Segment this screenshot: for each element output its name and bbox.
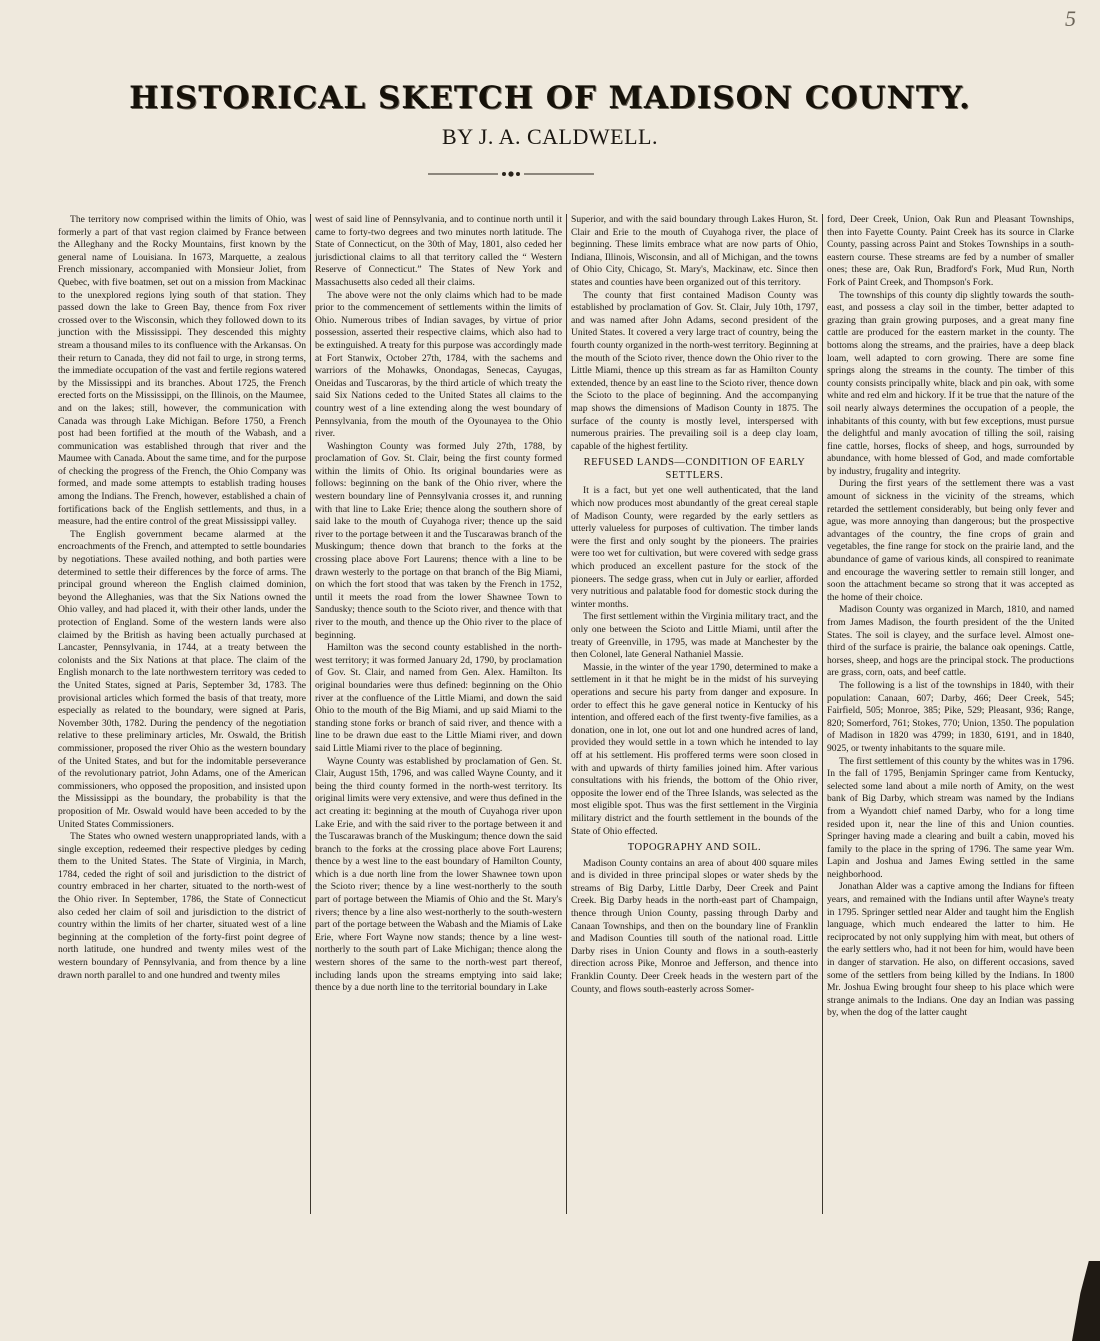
byline: BY J. A. CALDWELL. xyxy=(442,124,658,149)
page-title: HISTORICAL SKETCH OF MADISON COUNTY. xyxy=(129,80,971,116)
paragraph: Hamilton was the second county established in the north-west territory; it was formed January 2d, 1790, by proclamation of Gov. St. Clair, and named from Gen. Alex. Hamilton. Its original boundaries were thus defined: beginning on the Ohio river at the confluence of the Little Miami, and down the said Ohio to the mouth of the Big Miami, and up said Miami to the standing stone forks or branch of said river, and thence with a line to be drawn due east to the Little Miami river, and down said Little Miami river to the place of beginning. xyxy=(315,642,562,754)
page-number: 5 xyxy=(1065,6,1076,31)
section-heading-topography: TOPOGRAPHY AND SOIL. xyxy=(627,842,762,854)
paragraph: Massie, in the winter of the year 1790, determined to make a settlement in it that he might be in the midst of his surveying operations and secure his party from danger and exposure. In order to effect this he gave general notice in Kentucky of his intention, and offered each of the first twenty-five families, as a donation, one in lot, one out lot and one hundred acres of land, provided they would settle in a town which he intended to lay off at his settlement. His proffered terms were soon closed in with and upwards of thirty families joined him. After various consultations with his friends, the bottom of the Ohio river, opposite the lower end of the Three Islands, was selected as the most eligible spot. Thus was the first settlement in the Virginia military district and the fourth settlement in the bounds of the State of Ohio effected. xyxy=(571,661,818,837)
paragraph: The States who owned western unappropriated lands, with a single exception, redeemed their respective pledges by ceding them to the United States. The State of Virginia, in March, 1784, ceded the right of soil and jurisdiction to the district of country embraced in her charter, situated to the north-west of the Ohio river. In September, 1786, the State of Connecticut also ceded her claim of soil and jurisdiction to the district of country within the limits of her charter, situated west of a line beginning at the completion of the forty-first point degree of north latitude, one hundred and twenty miles west of the western boundary of Pennsylvania, and from thence by a line drawn north parallel to and one hundred and twenty miles xyxy=(58,831,306,981)
paragraph: The county that first contained Madison County was established by proclamation of Gov. St. Clair, July 10th, 1797, and was named after John Adams, second president of the United States. It covered a very large tract of country, being the fourth county organized in the north-west territory. Beginning at the mouth of the Scioto river, thence down the Ohio river to the Little Miami, thence up this stream as far as Hamilton County extended, thence by an east line to the Scioto river, thence down the Scioto to the place of beginning. And the accompanying map shows the dimensions of Madison County in 1875. The surface of the county is mostly level, interspersed with numerous prairies. The prevailing soil is a deep clay loam, capable of the highest fertility. xyxy=(571,289,818,452)
paragraph: The townships of this county dip slightly towards the south-east, and possess a clay soil in the timber, better adapted to grazing than grain growing purposes, and a great many fine cattle are produced for the eastern market in the county. The bottoms along the streams, and the prairies, have a deep black loam, well adapted to corn growing. There are some fine springs along the streams in the county. The timber of this county consists principally white, black and pin oak, with some white and red elm and hickory. If it be true that the nature of the soil nearly always determines the occupation of a people, the inhabitants of this county, with but few exceptions, must pursue the delightful and manly avocation of tilling the soil, raising fine cattle, horses, flocks of sheep, and hogs, surrounded by abundance, with home blessed of God, and made comfortable by industry, frugality and integrity. xyxy=(827,289,1074,477)
title-ornament xyxy=(428,164,594,184)
text-column-3 xyxy=(566,214,822,1214)
paragraph: Washington County was formed July 27th, 1788, by proclamation of Gov. St. Clair, being the first county formed within the limits of Ohio. Its original boundaries were as follows: beginning on the bank of the Ohio river, where the western boundary line of Pennsylvania crosses it, and running with that line to Lake Erie; thence along the southern shore of said lake to the mouth of Cuyahoga river; thence up the said river to the portage between it and the Tuscarawas branch of the Muskingum; thence down that branch to the forks at the crossing place above Fort Laurens; thence with a line to be drawn westerly to the portage on that branch of the Big Miami, on which the fort stood that was taken by the French in 1752, until it meets the road from the lower Shawnee Town to Sandusky; thence south to the Scioto river, and thence with that river to the mouth, and thence up the Ohio river to the place of beginning. xyxy=(315,440,562,641)
text-column-1 xyxy=(54,214,310,1214)
text-column-2 xyxy=(310,214,566,1214)
text-column-4 xyxy=(822,214,1078,1214)
article-body xyxy=(54,214,1080,1214)
paragraph: ford, Deer Creek, Union, Oak Run and Pleasant Townships, then into Fayette County. Paint Creek has its source in Clarke County, passing across Paint and Stokes Townships in a south-eastern course. These streams are fed by a number of smaller ones; these are, Oak Run, Bradford's Fork, Mud Run, North Fork of Paint Creek, and Thompson's Fork. xyxy=(827,214,1074,288)
paragraph: Jonathan Alder was a captive among the Indians for fifteen years, and remained with the Indians until after Wayne's treaty in 1795. Springer settled near Alder and taught him the English language, which much endeared the latter to him. He reciprocated by not only supplying him with meat, but others of the early settlers who, had it not been for him, would have been in danger of starvation. He also, on different occasions, saved some of the settlers from being killed by the Indians. In 1800 Mr. Joshua Ewing brought four sheep to his place which were strange animals to the Indians. One day an Indian was passing by, when the dog of the latter caught xyxy=(827,881,1074,1019)
paragraph: The first settlement of this county by the whites was in 1796. In the fall of 1795, Benjamin Springer came from Kentucky, selected some land about a mile north of Amity, on the west bank of Big Darby, which stream was named by the Indians from a Wyandott chief named Darby, who for a long time resided upon it, near the line of this and Union counties. Springer having made a clearing and built a cabin, moved his family to the place in the spring of 1796. The same year Wm. Lapin and Joshua and James Ewing settled in the same neighborhood. xyxy=(827,755,1074,880)
paragraph: The following is a list of the townships in 1840, with their population: Canaan, 607; Darby, 466; Deer Creek, 545; Fairfield, 505; Monroe, 385; Pike, 529; Pleasant, 936; Range, 820; Somerford, 761; Stokes, 770; Union, 1350. The population of Madison in 1820 was 4799; in 1830, 6191, and in 1840, 9025, or twenty inhabitants to the square mile. xyxy=(827,679,1074,754)
paragraph: During the first years of the settlement there was a vast amount of sickness in the vicinity of the streams, which retarded the settlement considerably, but being only fever and ague, was more annoying than dangerous; but the prospective advantages of the country, the fine crops of grain and vegetables, the fine range for stock on the prairie land, and the abundance of game of various kinds, all conspired to reanimate and encourage the wavering settler to remain still longer, and soon the attachment became so strong that it was accepted as the home of their choice. xyxy=(827,478,1074,603)
paragraph: It is a fact, but yet one well authenticated, that the land which now produces most abundantly of the great cereal staple of Madison County, were regarded by the early settlers as utterly valueless for purposes of cultivation. The timber lands were the first and only sought by the pioneers. The prairies were too wet for cultivation, but were covered with sedge grass which produced an excellent pasture for the stock of the pioneers. The sedge grass, when cut in July or earlier, afforded very nutritious and palatable food for domestic stock during the winter months. xyxy=(571,485,818,610)
paragraph: The first settlement within the Virginia military tract, and the only one between the Scioto and Little Miami, until after the treaty of Greenville, in 1795, was made at Manchester by the then Colonel, late General Nathaniel Massie. xyxy=(571,611,818,661)
paragraph: Wayne County was established by proclamation of Gen. St. Clair, August 15th, 1796, and was called Wayne County, and it being the third county formed in the north-west territory. Its original limits were very extensive, and were thus defined in the act creating it: beginning at the mouth of Cuyahoga river upon Lake Erie, and with the said river to the portage between it and the Tuscarawas branch of the Muskingum; thence down the said branch to the forks at the crossing place above Fort Laurens; thence by a west line to the east boundary of Hamilton County, which is a due north line from the lower Shawnee town upon the Scioto river; thence by a line west-northerly to the south part of portage between the Miamis of Ohio and the St. Mary's rivers; thence by a line also west-northerly to the south-western part of the portage between the Wabash and the Miamis of Lake Erie, where Fort Wayne now stands; thence by a line west-northerly to the south part of Lake Michigan; thence along the western shores of the same to the north-west part thereof, including lands upon the streams emptying into said lake; thence by a due north line to the territorial boundary in Lake xyxy=(315,755,562,994)
paragraph: Superior, and with the said boundary through Lakes Huron, St. Clair and Erie to the mouth of Cuyahoga river, the place of beginning. These limits embrace what are now parts of Ohio, Indiana, Illinois, Wisconsin, and all of Michigan, and the towns of Ohio City, Chicago, St. Mary's, Mackinaw, etc. Since then states and counties have been organized out of this territory. xyxy=(571,214,818,288)
paper-damage xyxy=(1072,1261,1100,1341)
paragraph: Madison County was organized in March, 1810, and named from James Madison, the fourth president of the the United States. The soil is clayey, and the surface level. Almost one-third of the surface is prairie, the balance oak openings. Cattle, horses, sheep, and hogs are the principal stock. The productions are grass, corn, oats, and beef cattle. xyxy=(827,604,1074,679)
paragraph: The above were not the only claims which had to be made prior to the commencement of settlements within the limits of Ohio. Numerous tribes of Indian savages, by virtue of prior possession, asserted their respective claims, which also had to be extinguished. A treaty for this purpose was accordingly made at Fort Stanwix, October 27th, 1784, with the sachems and warriors of the Mohawks, Onondagas, Senecas, Cayugas, Oneidas and Tuscaroras, by the third article of which treaty the said Six Nations ceded to the United States all claims to the country west of a line extending along the west boundary of Pennsylvania, from the mouth of the Oyounayea to the Ohio river. xyxy=(315,289,562,440)
paragraph: Madison County contains an area of about 400 square miles and is divided in three principal slopes or water sheds by the streams of Big Darby, Little Darby, Deer Creek and Paint Creek. Big Darby heads in the north-east part of Champaign, thence through Union County, passing through Darby and Canaan Townships, and then on the boundary line of Franklin and Madison Counties till south of the national road. Little Darby rises in Union County and flows in a south-easterly direction across Pike, Monroe and Jefferson, and thence into Franklin County. Deer Creek heads in the western part of the County, and flows south-easterly across Somer- xyxy=(571,857,818,995)
paragraph: The territory now comprised within the limits of Ohio, was formerly a part of that vast region claimed by France between the Alleghany and the Rocky Mountains, first known by the general name of Louisiana. In 1673, Marquette, a zealous French missionary, accompanied with Monsieur Joliet, from Quebec, with five boatmen, set out on a mission from Mackinac to the unexplored regions lying south of that station. They passed down the lake to Green Bay, thence from Fox river crossed over to the Wisconsin, which they followed down to its junction with the Mississippi. They descended this mighty stream a thousand miles to its confluence with the Arkansas. On their return to Canada, they did not fail to urge, in strong terms, the immediate occupation of the vast and fertile regions watered by the Mississippi and its branches. About 1725, the French erected forts on the Mississippi, on the Illinois, on the Maumee, and on the lakes; still, however, the communication with Canada was through Lake Michigan. Before 1750, a French post had been fortified at the mouth of the Wabash, and a communication was established through that river and the Maumee with Canada. About the same time, and for the purpose of checking the progress of the French, the Ohio Company was formed, and made some attempts to establish trading houses among the Indians. The French, however, established a chain of fortifications back of the English settlements, and thus, in a measure, had the entire control of the great Mississippi valley. xyxy=(58,214,306,528)
paragraph: west of said line of Pennsylvania, and to continue north until it came to forty-two degrees and two minutes north latitude. The State of Connecticut, on the 30th of May, 1801, also ceded her jurisdictional claims to all that territory called the “ Western Reserve of Connecticut.” The States of New York and Massachusetts also ceded all their claims. xyxy=(315,214,562,288)
paragraph: The English government became alarmed at the encroachments of the French, and attempted to settle boundaries by negotiations. These availed nothing, and both parties were determined to settle their differences by the force of arms. The principal ground whereon the English claimed dominion, beyond the Alleghanies, was that the Six Nations owned the Ohio valley, and had placed it, with their other lands, under the protection of England. Some of the western lands were also claimed by the British as having been actually purchased at Lancaster, Pennsylvania, in 1744, at a treaty between the colonists and the Six Nations at that place. The claim of the English monarch to the late northwestern territory was ceded to the United States, signed at Paris, September 3d, 1783. The provisional articles which formed the basis of that treaty, more especially as related to the boundary, were signed at Paris, November 30th, 1782. During the pendency of the negotiation relative to these preliminary articles, Mr. Oswald, the British commissioner, proposed the river Ohio as the western boundary of the United States, and but for the indomitable perseverance of the revolutionary patriot, John Adams, one of the American commissioners, who opposed the proposition, and insisted upon the Mississippi as the boundary, the probability is that the proposition of Mr. Oswald would have been acceded to by the United States Commissioners. xyxy=(58,528,306,830)
section-heading-refused-lands: REFUSED LANDS—CONDITION OF EARLY SETTLERS. xyxy=(583,457,806,481)
